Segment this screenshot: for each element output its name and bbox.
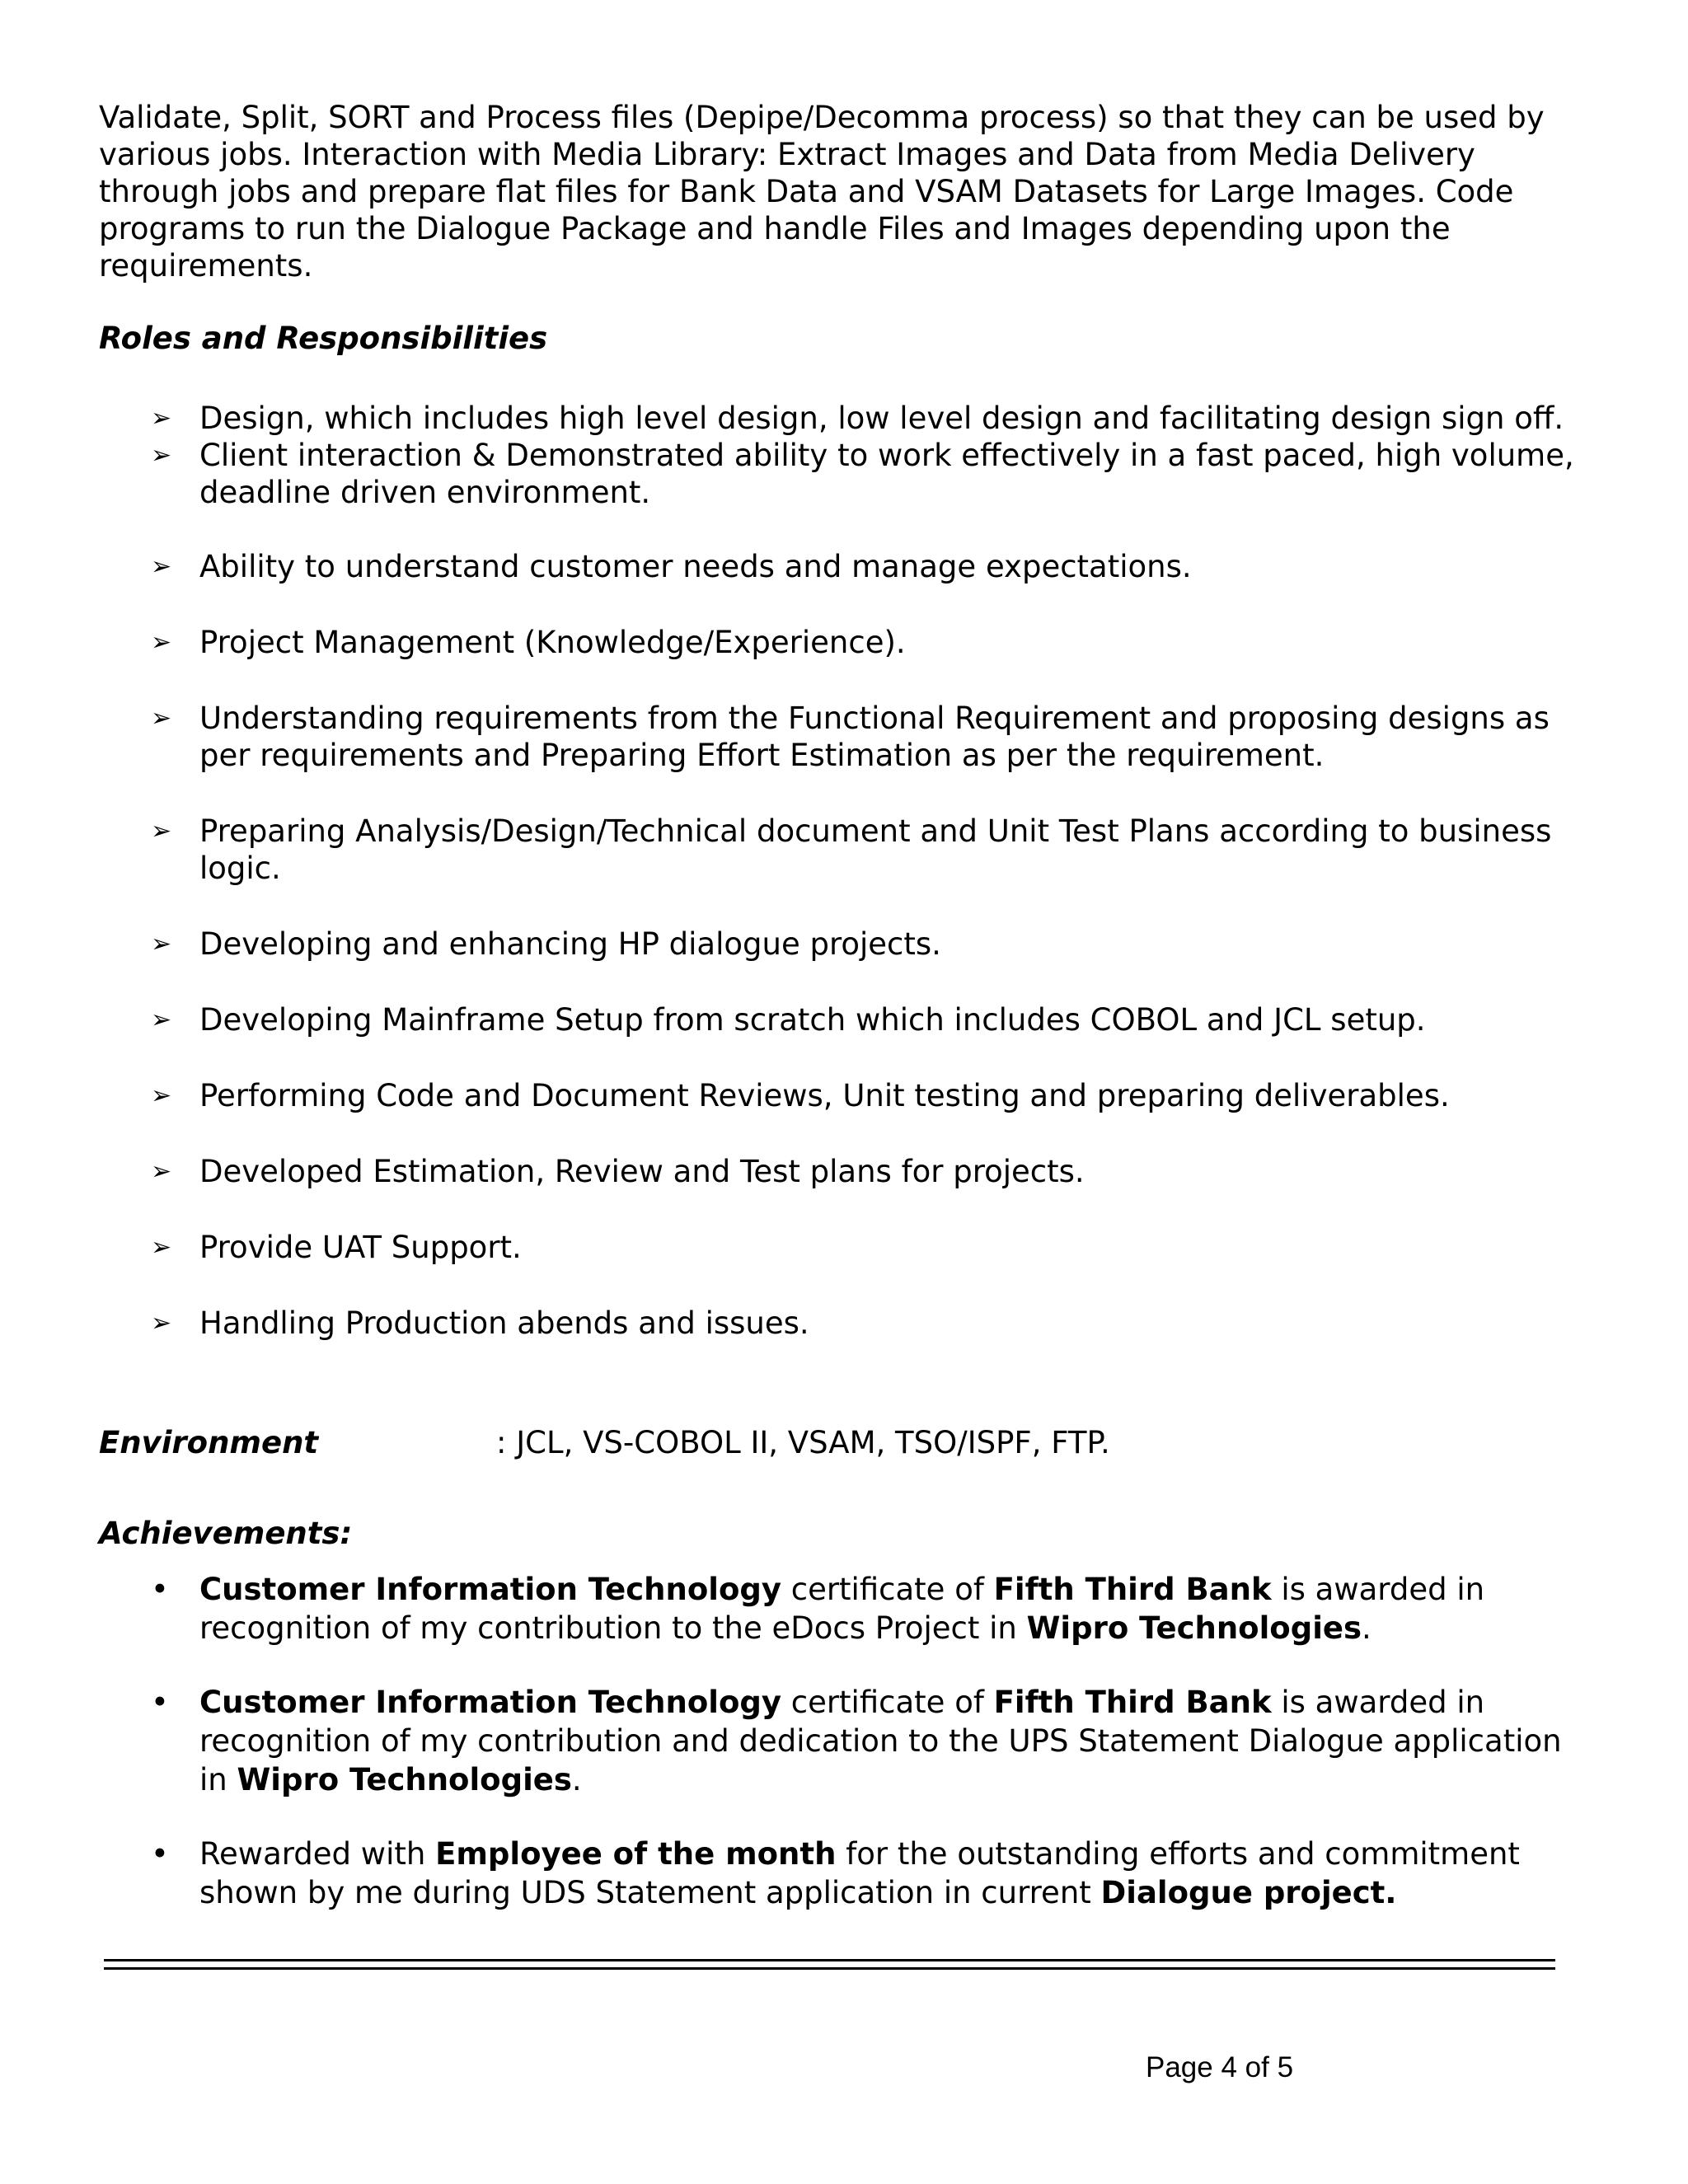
achievement-text bbox=[199, 1836, 1520, 1910]
arrow-bullet-icon: ➢ bbox=[151, 1233, 172, 1262]
list-item bbox=[99, 1305, 1599, 1342]
list-item bbox=[99, 813, 1599, 887]
text-run: certificate of bbox=[781, 1572, 994, 1607]
arrow-bullet-icon: ➢ bbox=[151, 404, 172, 433]
achievement-text bbox=[199, 1572, 1484, 1646]
list-item bbox=[99, 548, 1599, 585]
divider-line bbox=[104, 1967, 1555, 1970]
divider-line bbox=[104, 1959, 1555, 1961]
text-run: for the outstanding efforts and commitment shown by me during UDS Statement application in current bbox=[199, 1836, 1520, 1910]
list-item bbox=[99, 1077, 1599, 1114]
list-item bbox=[99, 1001, 1599, 1038]
list-item bbox=[99, 437, 1599, 511]
list-item-text: Preparing Analysis/Design/Technical document and Unit Test Plans according to business logic. bbox=[199, 813, 1552, 886]
list-item-text: Handling Production abends and issues. bbox=[199, 1305, 809, 1341]
intro-paragraph: Validate, Split, SORT and Process files (Depipe/Decomma process) so that they can be used by various jobs. Interaction with Media Library: Extract Images and Data from Media Delivery through jobs and prepare flat files for Bank Data and VSAM Datasets for Large Images. Code programs to run the Dialogue Package and handle Files and Images depending upon the requirements. bbox=[99, 100, 1545, 284]
list-item-text: Ability to understand customer needs and manage expectations. bbox=[199, 549, 1192, 584]
bold-text-run: Wipro Technologies bbox=[1026, 1610, 1362, 1646]
bold-text-run: Fifth Third Bank bbox=[993, 1572, 1272, 1607]
list-item-text: Project Management (Knowledge/Experience). bbox=[199, 625, 906, 660]
environment-value: : JCL, VS-COBOL II, VSAM, TSO/ISPF, FTP. bbox=[496, 1425, 1110, 1460]
list-item bbox=[99, 926, 1599, 963]
list-item bbox=[99, 1229, 1599, 1266]
list-item bbox=[99, 1153, 1599, 1190]
text-run: . bbox=[571, 1762, 582, 1797]
arrow-bullet-icon: ➢ bbox=[151, 1005, 172, 1034]
list-item-text: Provide UAT Support. bbox=[199, 1230, 522, 1265]
arrow-bullet-icon: ➢ bbox=[151, 1157, 172, 1186]
arrow-bullet-icon: ➢ bbox=[151, 552, 172, 581]
bold-text-run: Fifth Third Bank bbox=[993, 1685, 1272, 1720]
achievements-list bbox=[99, 1570, 1566, 1912]
bold-text-run: Customer Information Technology bbox=[199, 1685, 781, 1720]
list-item-text: Developed Estimation, Review and Test plans for projects. bbox=[199, 1154, 1085, 1189]
list-item-text: Developing and enhancing HP dialogue projects. bbox=[199, 926, 941, 962]
bold-text-run: Employee of the month bbox=[435, 1836, 837, 1872]
list-item-text: Client interaction & Demonstrated ability to work effectively in a fast paced, high volume, deadline driven environment. bbox=[199, 438, 1574, 510]
arrow-bullet-icon: ➢ bbox=[151, 1309, 172, 1338]
bold-text-run: Customer Information Technology bbox=[199, 1572, 781, 1607]
arrow-bullet-icon: ➢ bbox=[151, 1081, 172, 1110]
arrow-bullet-icon: ➢ bbox=[151, 441, 172, 470]
text-run: Rewarded with bbox=[199, 1836, 436, 1872]
page-number: Page 4 of 5 bbox=[1146, 2051, 1294, 2083]
list-item-text: Developing Mainframe Setup from scratch which includes COBOL and JCL setup. bbox=[199, 1002, 1426, 1038]
bold-text-run: Wipro Technologies bbox=[237, 1762, 572, 1797]
bullet-dot-icon: • bbox=[151, 1572, 169, 1607]
text-run: is awarded in recognition of my contribution and dedication to the UPS Statement Dialogue application in bbox=[199, 1685, 1562, 1797]
list-item bbox=[99, 1835, 1566, 1912]
arrow-bullet-icon: ➢ bbox=[151, 704, 172, 733]
list-item-text: Performing Code and Document Reviews, Unit testing and preparing deliverables. bbox=[199, 1078, 1450, 1113]
environment-label: Environment bbox=[99, 1425, 319, 1460]
list-item-text: Understanding requirements from the Functional Requirement and proposing designs as per requirements and Preparing Effort Estimation as per the requirement. bbox=[199, 701, 1550, 773]
list-item bbox=[99, 400, 1599, 437]
arrow-bullet-icon: ➢ bbox=[151, 930, 172, 958]
arrow-bullet-icon: ➢ bbox=[151, 628, 172, 657]
list-item bbox=[99, 624, 1599, 661]
bullet-dot-icon: • bbox=[151, 1685, 169, 1720]
list-item-text: Design, which includes high level design, low level design and facilitating design sign off. bbox=[199, 401, 1564, 436]
arrow-bullet-icon: ➢ bbox=[151, 817, 172, 846]
roles-heading: Roles and Responsibilities bbox=[99, 321, 548, 356]
responsibilities-list bbox=[99, 400, 1599, 1342]
list-item bbox=[99, 700, 1599, 774]
list-item bbox=[99, 1570, 1566, 1647]
bold-text-run: Dialogue project. bbox=[1100, 1875, 1397, 1910]
environment-row bbox=[99, 1424, 1110, 1461]
achievement-text bbox=[199, 1685, 1562, 1797]
text-run: certificate of bbox=[781, 1685, 994, 1720]
text-run: . bbox=[1362, 1610, 1372, 1646]
list-item bbox=[99, 1683, 1566, 1799]
bullet-dot-icon: • bbox=[151, 1836, 169, 1872]
text-run: is awarded in recognition of my contribution to the eDocs Project in bbox=[199, 1572, 1485, 1646]
achievements-heading: Achievements: bbox=[99, 1516, 353, 1551]
